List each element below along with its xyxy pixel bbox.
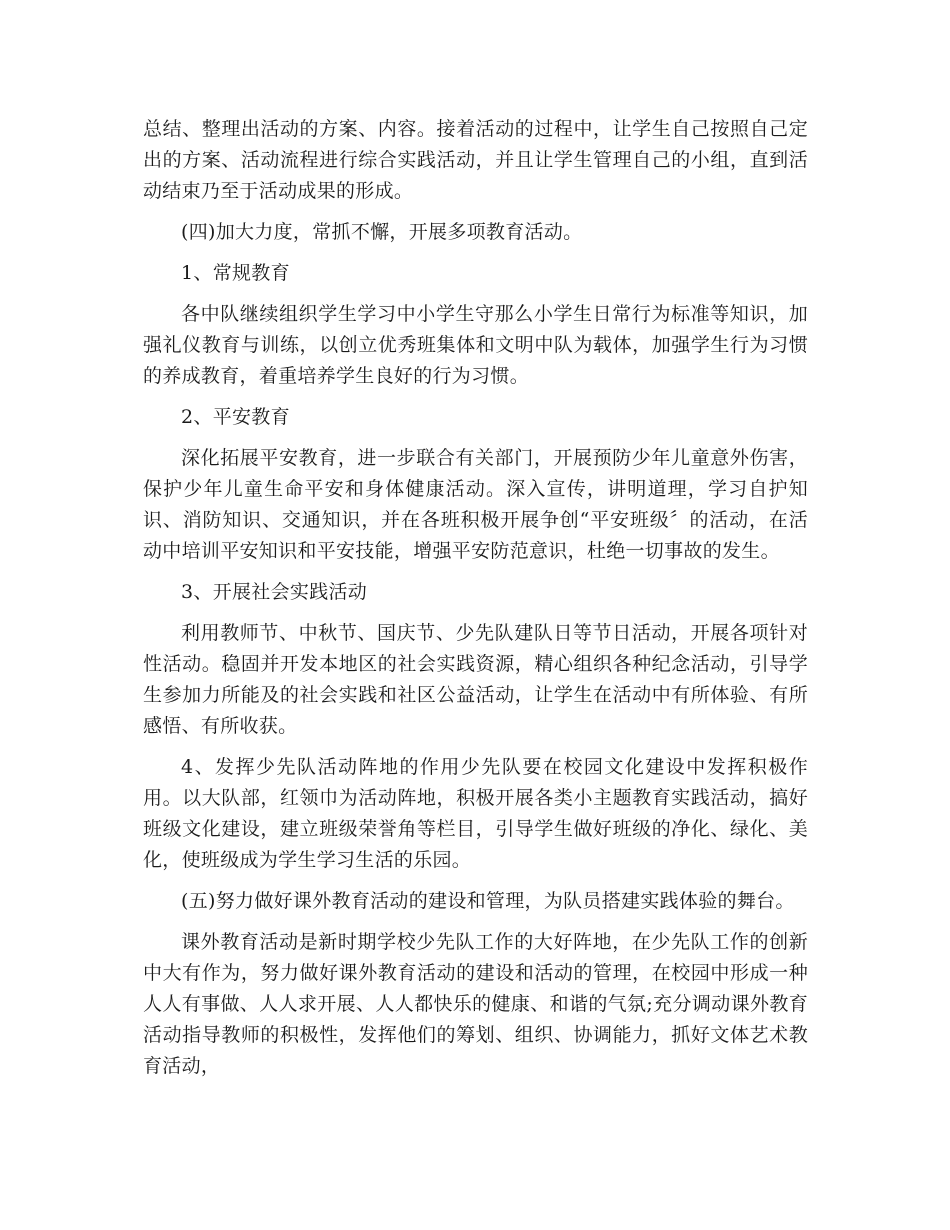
- paragraph: 利用教师节、中秋节、国庆节、少先队建队日等节日活动，开展各项针对性活动。稳固并开发本地区的社会实践资源，精心组织各种纪念活动，引导学生参加力所能及的社会实践和社区公益活动，让学生在活动中有所体验、有所感悟、有所收获。: [143, 622, 808, 737]
- subsection-heading: 3、开展社会实践活动: [181, 581, 368, 603]
- paragraph: 深化拓展平安教育，进一步联合有关部门，开展预防少年儿童意外伤害，保护少年儿童生命平安和身体健康活动。深入宣传，讲明道理，学习自护知识、消防知识、交通知识，并在各班积极开展争创“平安班级〞的活动，在活动中培训平安知识和平安技能，增强平安防范意识，杜绝一切事故的发生。: [143, 447, 808, 562]
- subsection-heading: 1、常规教育: [181, 262, 290, 284]
- paragraph: 总结、整理出活动的方案、内容。接着活动的过程中，让学生自己按照自己定出的方案、活动流程进行综合实践活动，并且让学生管理自己的小组，直到活动结束乃至于活动成果的形成。: [143, 118, 808, 202]
- section-heading: (五)努力做好课外教育活动的建设和管理，为队员搭建实践体验的舞台。: [181, 890, 795, 912]
- paragraph: 各中队继续组织学生学习中小学生守那么小学生日常行为标准等知识，加强礼仪教育与训练，以创立优秀班集体和文明中队为载体，加强学生行为习惯的养成教育，着重培养学生良好的行为习惯。: [143, 303, 808, 387]
- subsection-heading: 2、平安教育: [181, 406, 290, 428]
- paragraph: 课外教育活动是新时期学校少先队工作的大好阵地，在少先队工作的创新中大有作为，努力做好课外教育活动的建设和活动的管理，在校园中形成一种人人有事做、人人求开展、人人都快乐的健康、和谐的气氛;充分调动课外教育活动指导教师的积极性，发挥他们的筹划、组织、协调能力，抓好文体艺术教育活动，: [143, 931, 808, 1077]
- paragraph: 4、发挥少先队活动阵地的作用少先队要在校园文化建设中发挥积极作用。以大队部，红领巾为活动阵地，积极开展各类小主题教育实践活动，搞好班级文化建设，建立班级荣誉角等栏目，引导学生做好班级的净化、绿化、美化，使班级成为学生学习生活的乐园。: [143, 756, 808, 871]
- document-body: [143, 114, 808, 1092]
- section-heading: (四)加大力度，常抓不懈，开展多项教育活动。: [181, 221, 583, 243]
